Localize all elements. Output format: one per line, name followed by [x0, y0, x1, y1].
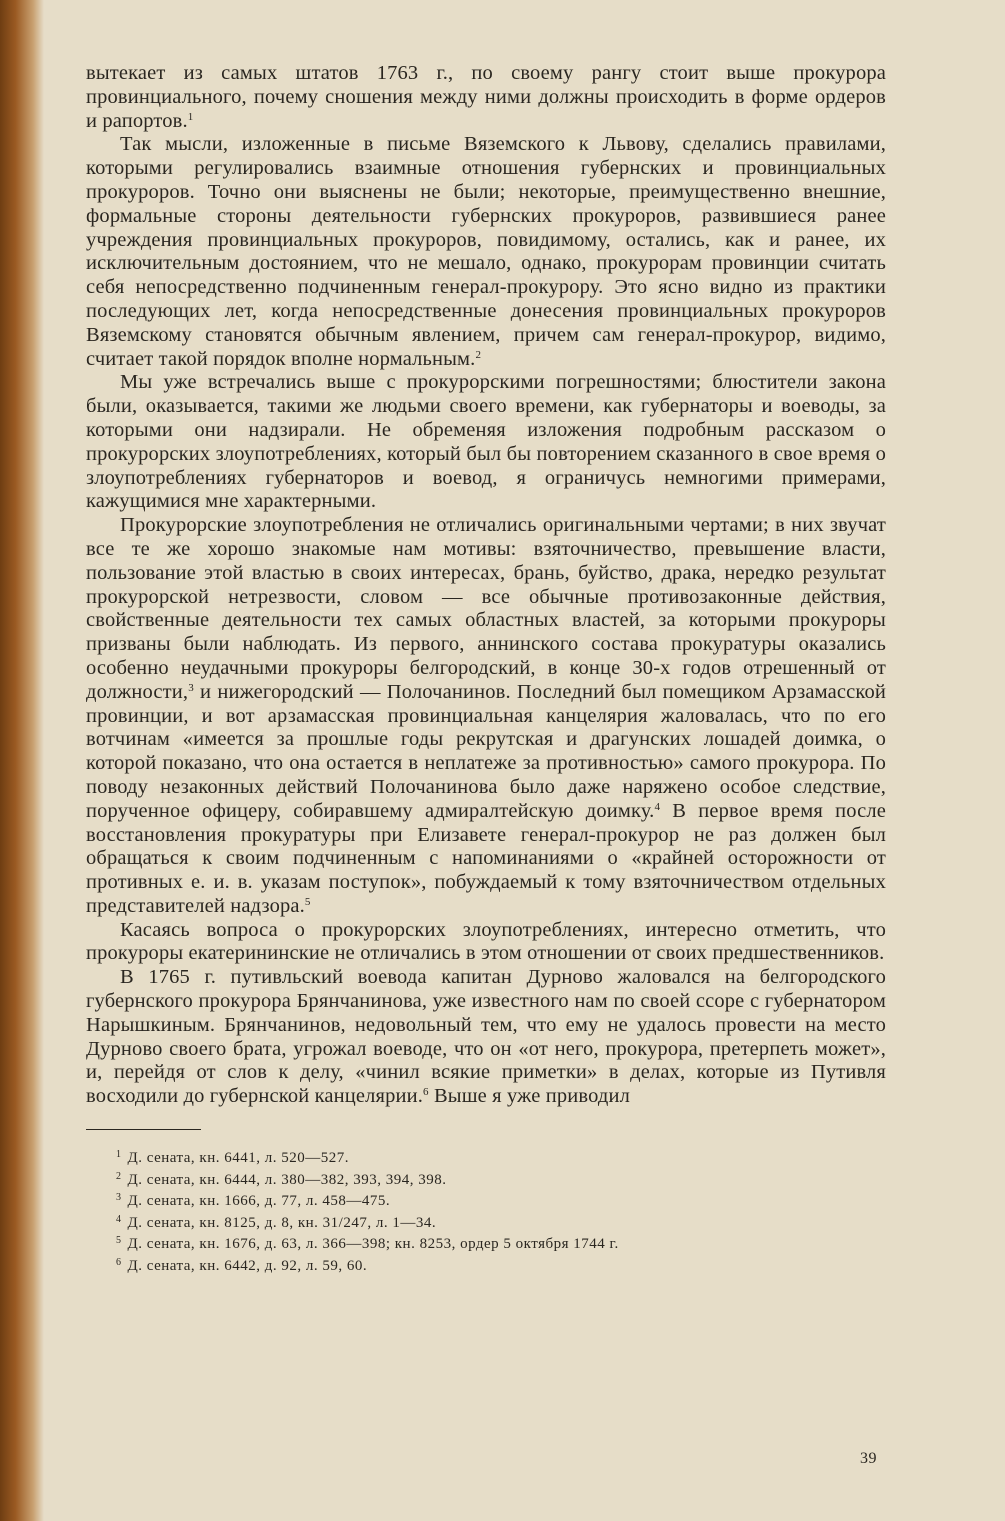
footnote-number: 2: [116, 1170, 122, 1182]
footnote-text: Д. сената, кн. 6442, д. 92, л. 59, 60.: [127, 1257, 368, 1274]
footnote: [116, 1232, 886, 1254]
text-segment: Прокурорские злоупотребления не отличались оригинальными чертами; в них звучат все те же хорошо знакомые нам мотивы: взяточничество, превышение власти, пользование этой властью в своих интересах, брань, буйство, драка, нередко результат прокурорской нетрезвости, словом — все обычные противозаконные действия, свойственные деятельности тех самых областных властей, за которыми прокуроры призваны были наблюдать. Из первого, аннинского состава прокуратуры оказались особенно неудачными прокуроры белгородский, в конце 30-х годов отрешенный от должности,: [86, 514, 886, 703]
text-segment: вытекает из самых штатов 1763 г., по своему рангу стоит выше прокурора провинциального, почему сношения между ними должны происходить в форме ордеров и рапортов.: [86, 62, 886, 132]
footnote-ref: 4: [654, 800, 661, 813]
text-segment: В 1765 г. путивльский воевода капитан Дурново жаловался на белгородского губернского прокурора Брянчанинова, уже известного нам по своей ссоре с губернатором Нарышкиным. Брянчанинов, недовольный тем, что ему не удалось провести на место Дурново своего брата, угрожал воеводе, что он «от него, прокурора, претерпеть может», и, перейдя от слов к делу, «чинил всякие приметки» в делах, которые из Путивля восходили до губернской канцелярии.: [86, 966, 886, 1108]
footnote-ref: 2: [475, 348, 482, 361]
footnote: [116, 1146, 886, 1168]
footnote-ref: 3: [188, 681, 194, 694]
footnote: [116, 1211, 886, 1233]
paragraph: [86, 62, 886, 133]
footnote-text: Д. сената, кн. 1666, д. 77, л. 458—475.: [127, 1193, 391, 1210]
text-segment: Выше я уже приводил: [428, 1085, 630, 1108]
text-segment: В первое время после восстановления прокуратуры при Елизавете генерал-прокурор не раз должен был обращаться к своим подчиненным с напоминаниями о «крайней осторожности от противных е. и. в. указам поступок», побуждаемый к тому взяточничеством отдельных представителей надзора.: [86, 799, 886, 917]
footnote-number: 5: [116, 1235, 122, 1247]
footnote-separator: [86, 1129, 201, 1130]
page-number: 39: [860, 1450, 877, 1467]
footnote-text: Д. сената, кн. 1676, д. 63, л. 366—398; кн. 8253, ордер 5 октября 1744 г.: [127, 1236, 619, 1253]
footnotes: [86, 1146, 886, 1275]
footnote-text: Д. сената, кн. 8125, д. 8, кн. 31/247, л. 1—34.: [127, 1214, 437, 1231]
footnote-ref: 1: [187, 110, 194, 123]
paragraph: [86, 966, 886, 1109]
footnote-ref: 6: [423, 1086, 429, 1099]
text-segment: Мы уже встречались выше с прокурорскими погрешностями; блюстители закона были, оказывается, такими же людьми своего времени, как губернаторы и воеводы, за которыми они надзирали. Не обременяя изложения подробным рассказом о прокурорских злоупотреблениях, который был бы повторением сказанного в свое время о злоупотреблениях губернаторов и воевод, я ограничусь немногими примерами, кажущимися мне характерными.: [86, 371, 886, 513]
footnote-number: 3: [116, 1192, 122, 1204]
footnote-text: Д. сената, кн. 6441, л. 520—527.: [127, 1150, 349, 1167]
paragraph: [86, 371, 886, 514]
text-segment: Касаясь вопроса о прокурорских злоупотреблениях, интересно отметить, что прокуроры екатерининские не отличались в этом отношении от своих предшественников.: [86, 918, 886, 965]
paragraph: [86, 133, 886, 371]
book-spine-shadow: [0, 0, 44, 1521]
footnote-ref: 5: [304, 895, 311, 908]
footnote-number: 6: [116, 1256, 122, 1268]
main-text: [86, 62, 886, 1109]
text-segment: Так мысли, изложенные в письме Вяземского к Львову, сделались правилами, которыми регулировались взаимные отношения губернских и провинциальных прокуроров. Точно они выяснены не были; некоторые, преимущественно внешние, формальные стороны деятельности губернских прокуроров, развившиеся ранее учреждения провинциальных прокуроров, повидимому, остались, как и ранее, их исключительным достоянием, что не мешало, однако, прокурорам провинции считать себя непосредственно подчиненным генерал-прокурору. Это ясно видно из практики последующих лет, когда непосредственные донесения провинциальных прокуроров Вяземскому становятся обычным явлением, причем сам генерал-прокурор, видимо, считает такой порядок вполне нормальным.: [86, 133, 886, 370]
footnote-text: Д. сената, кн. 6444, л. 380—382, 393, 394, 398.: [127, 1171, 447, 1188]
footnote-number: 4: [116, 1213, 122, 1225]
footnote: [116, 1168, 886, 1190]
paragraph: [86, 919, 886, 967]
paragraph: [86, 514, 886, 919]
book-page: [86, 62, 886, 1275]
text-segment: и нижегородский — Полочанинов. Последний был помещиком Арзамасской провинции, и вот арзамасская провинциальная канцелярия жаловалась, что по его вотчинам «имеется за прошлые годы рекрутская и драгунских лошадей доимка, о которой показано, что она остается в неплатеже за противностью» самого прокурора. По поводу незаконных действий Полочанинова было даже наряжено особое следствие, порученное офицеру, собиравшему адмиралтейскую доимку.: [86, 680, 886, 822]
footnote-number: 1: [116, 1149, 122, 1161]
footnote: [116, 1254, 886, 1276]
footnote: [116, 1189, 886, 1211]
